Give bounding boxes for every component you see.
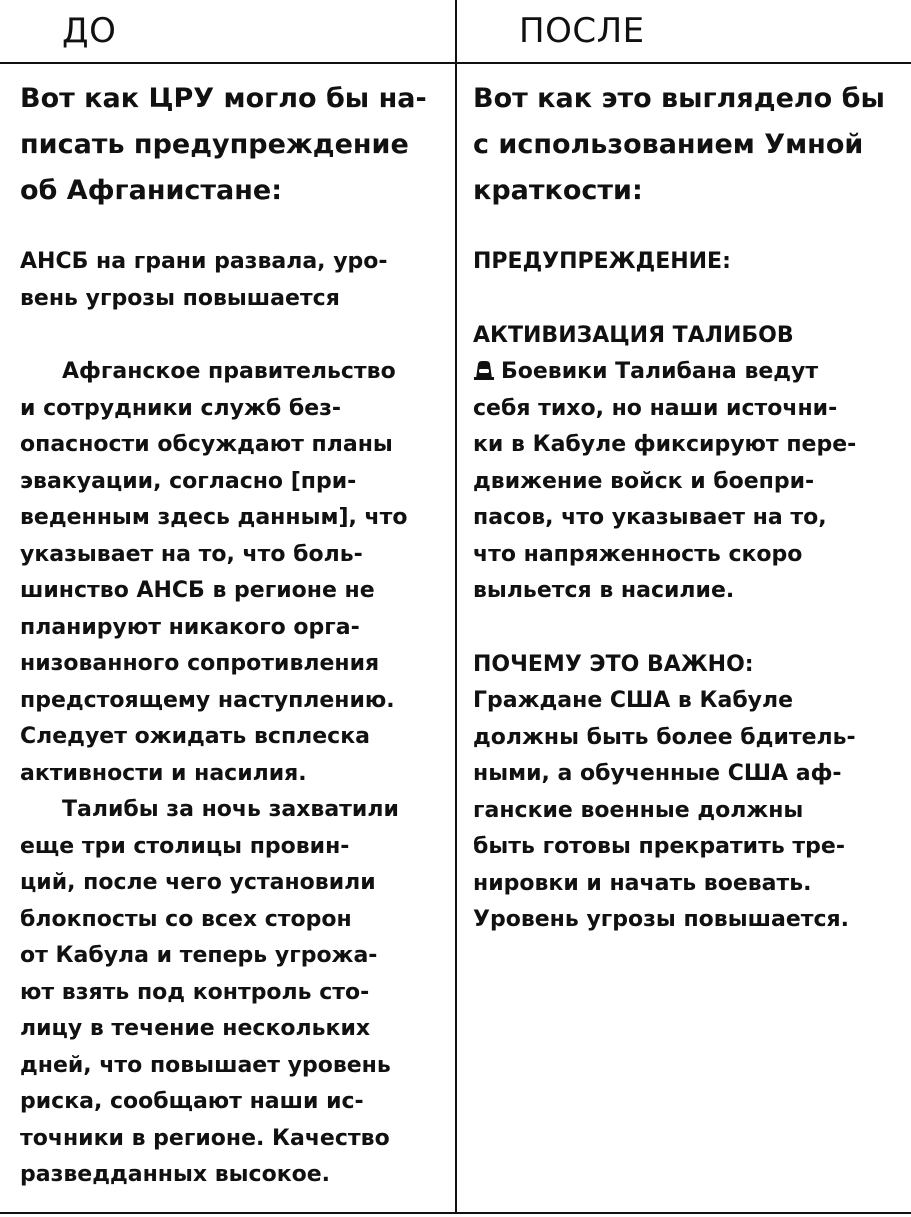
before-paragraph-1: Афганское правительство и сотрудники служб без- опасности обсуждают планы эвакуации, согласно [при- веденным здесь данным], что указывает на то, что боль- шинство АНСБ в регионе не планируют никакого орга- низованного сопротивления предстоящему наступлению. Следует ожидать всплеска активности и насилия. [20,359,408,786]
before-intro: Вот как ЦРУ могло бы на- писать предупреждение об Афганистане: [20,83,427,206]
column-divider [455,0,457,1212]
after-column [473,76,903,939]
anonymous-spy-icon [473,360,495,380]
before-headline: АНСБ на грани развала, уро- вень угрозы повышается [20,249,388,311]
column-header-before: ДО [62,11,117,51]
section-taliban-title: АКТИВИЗАЦИЯ ТАЛИБОВ [473,322,794,348]
section-taliban-first-line [473,354,903,391]
warning-label: ПРЕДУПРЕЖДЕНИЕ: [473,249,731,274]
section-why-body: Граждане США в Кабуле должны быть более бдитель- ными, а обученные США аф- ганские военные должны быть готовы прекратить тре- нировки и начать воевать. Уровень угрозы повышается. [473,688,856,932]
bottom-divider [0,1212,911,1214]
section-taliban-body-first: Боевики Талибана ведут [501,359,819,384]
section-why-title: ПОЧЕМУ ЭТО ВАЖНО: [473,651,754,677]
column-header-after: ПОСЛЕ [519,11,645,51]
after-intro: Вот как это выглядело бы с использованием Умной краткости: [473,83,885,206]
before-column [20,76,445,1194]
before-paragraph-2: Талибы за ночь захватили еще три столицы провин- ций, после чего установили блокпосты со всех сторон от Кабула и теперь угрожа- ют взять под контроль сто- лицу в течение нескольких дней, что повышает уровень риска, сообщают наши ис- точники в регионе. Качество разведданных высокое. [20,797,399,1187]
section-taliban-body: себя тихо, но наши источни- ки в Кабуле фиксируют пере- движение войск и боепри- пасов, что указывает на то, что напряженность скоро выльется в насилие. [473,395,857,603]
